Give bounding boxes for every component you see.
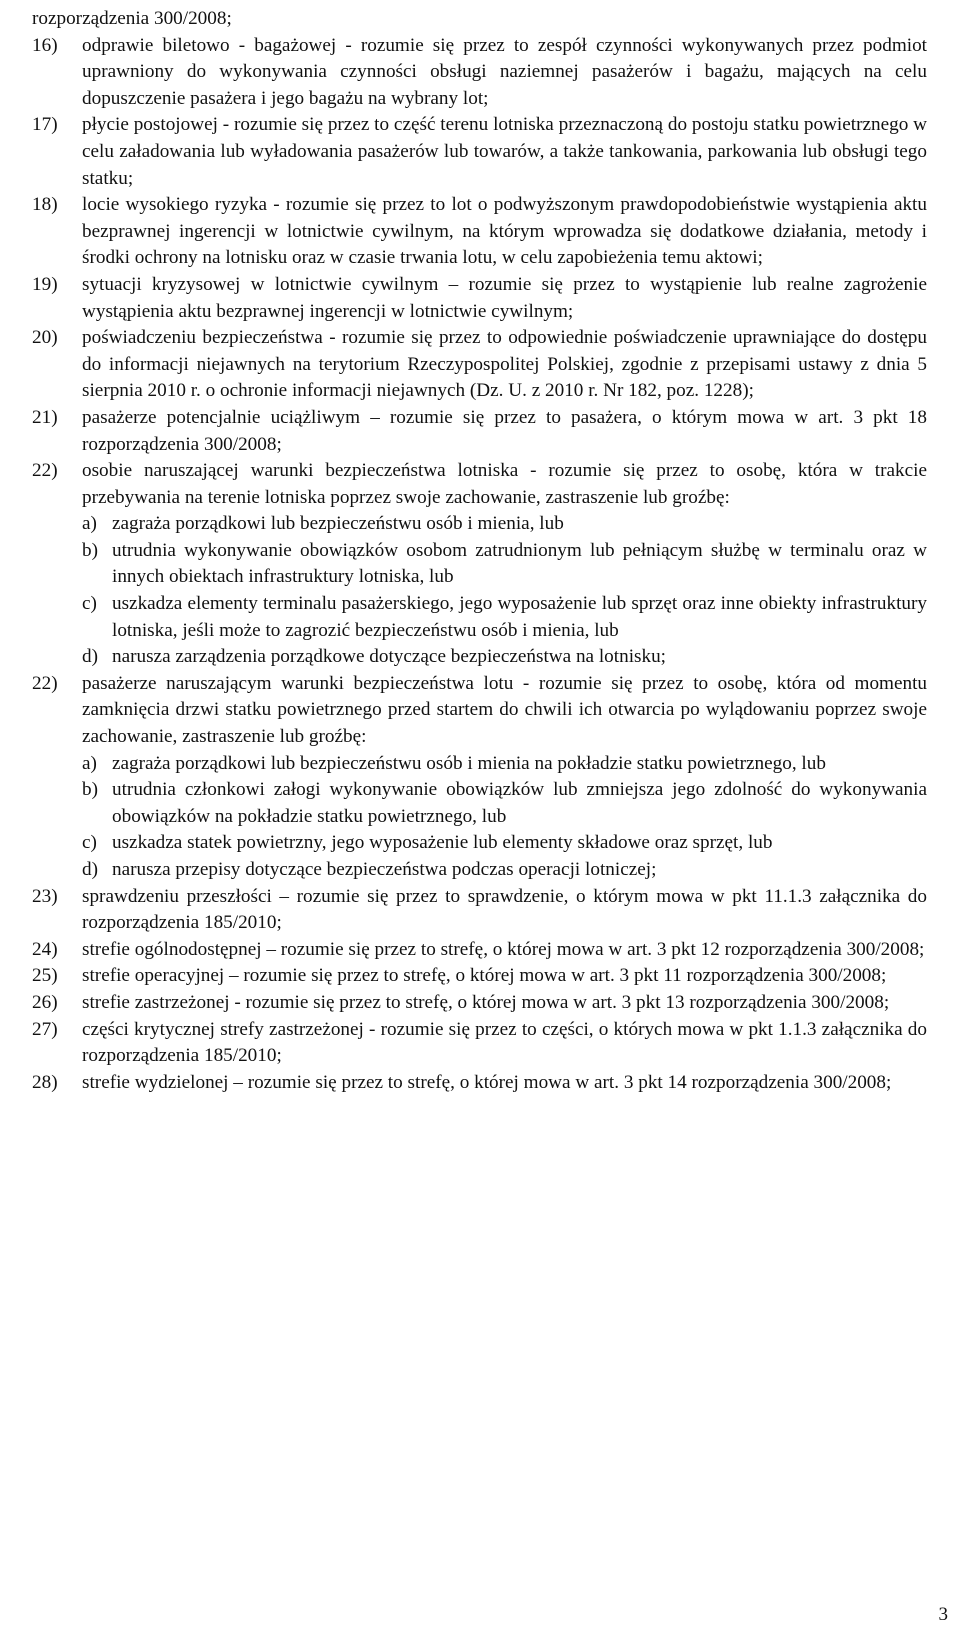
item-text: osobie naruszającej warunki bezpieczeństwa lotniska - rozumie się przez to osobę, która w trakcie przebywania na terenie lotniska poprzez swoje zachowanie, zastraszenie lub groźbę: — [82, 460, 927, 508]
item-number: 21) — [32, 406, 58, 428]
definition-item — [32, 458, 927, 511]
sub-item-letter: d) — [82, 859, 98, 880]
item-text: strefie operacyjnej – rozumie się przez to strefę, o której mowa w art. 3 pkt 11 rozporządzenia 300/2008; — [82, 965, 887, 987]
item-text: poświadczeniu bezpieczeństwa - rozumie się przez to odpowiednie poświadczenie uprawniające do dostępu do informacji niejawnych na terytorium Rzeczypospolitej Polskiej, zgodnie z przepisami ustawy z dnia 5 sierpnia 2010 r. o ochronie informacji niejawnych (Dz. U. z 2010 r. Nr 182, poz. 1228); — [82, 327, 927, 402]
definition-item — [32, 990, 927, 1017]
item-number: 27) — [32, 1018, 58, 1040]
item-number: 20) — [32, 327, 58, 349]
sub-item — [32, 857, 927, 884]
definition-item — [32, 272, 927, 325]
definition-list — [32, 33, 927, 1097]
item-number: 26) — [32, 991, 58, 1013]
item-number: 18) — [32, 194, 58, 216]
sub-item-text: utrudnia członkowi załogi wykonywanie obowiązków lub zmniejsza jego zdolność do wykonywania obowiązków na pokładzie statku powietrznego, lub — [112, 779, 927, 827]
item-text: strefie wydzielonej – rozumie się przez to strefę, o której mowa w art. 3 pkt 14 rozporządzenia 300/2008; — [82, 1071, 892, 1093]
item-number: 22) — [32, 460, 58, 482]
item-text: strefie ogólnodostępnej – rozumie się przez to strefę, o której mowa w art. 3 pkt 12 rozporządzenia 300/2008; — [82, 938, 925, 960]
sub-item-text: uszkadza elementy terminalu pasażerskiego, jego wyposażenie lub sprzęt oraz inne obiekty infrastruktury lotniska, jeśli może to zagrozić bezpieczeństwu osób i mienia, lub — [112, 593, 927, 641]
sub-item-text: zagraża porządkowi lub bezpieczeństwu osób i mienia, lub — [112, 513, 564, 535]
item-text: pasażerze potencjalnie uciążliwym – rozumie się przez to pasażera, o którym mowa w art. 3 pkt 18 rozporządzenia 300/2008; — [82, 406, 927, 455]
definition-item — [32, 1017, 927, 1070]
sub-item — [32, 751, 927, 778]
definition-item — [32, 671, 927, 751]
document-body — [32, 6, 927, 1096]
sub-item-letter: c) — [82, 832, 97, 854]
item-number: 25) — [32, 965, 58, 987]
sub-item — [32, 591, 927, 644]
item-number: 17) — [32, 114, 58, 136]
sub-item-text: narusza przepisy dotyczące bezpieczeństwa podczas operacji lotniczej; — [112, 859, 657, 880]
sub-item-letter: d) — [82, 646, 98, 668]
item-text: sytuacji kryzysowej w lotnictwie cywilnym – rozumie się przez to wystąpienie lub realne zagrożenie wystąpienia aktu bezprawnej ingerencji w lotnictwie cywilnym; — [82, 273, 927, 322]
sub-item-text: narusza zarządzenia porządkowe dotyczące bezpieczeństwa na lotnisku; — [112, 646, 667, 668]
sub-item-letter: a) — [82, 752, 97, 774]
sub-item-text: zagraża porządkowi lub bezpieczeństwu osób i mienia na pokładzie statku powietrznego, lub — [112, 752, 826, 774]
sub-item-letter: b) — [82, 779, 98, 801]
sub-item-text: uszkadza statek powietrzny, jego wyposażenie lub elementy składowe oraz sprzęt, lub — [112, 832, 773, 854]
sub-item-letter: c) — [82, 593, 97, 615]
definition-item — [32, 1070, 927, 1097]
item-number: 24) — [32, 938, 58, 960]
definition-item — [32, 33, 927, 113]
page-number: 3 — [938, 1604, 948, 1625]
sub-item — [32, 644, 927, 671]
item-text: pasażerze naruszającym warunki bezpieczeństwa lotu - rozumie się przez to osobę, która od momentu zamknięcia drzwi statku powietrznego przed startem do chwili ich otwarcia po wylądowaniu poprzez swoje zachowanie, zastraszenie lub groźbę: — [82, 672, 927, 748]
item-number: 28) — [32, 1071, 58, 1093]
definition-item — [32, 405, 927, 458]
sub-item — [32, 538, 927, 591]
item-number: 16) — [32, 34, 58, 56]
item-text: strefie zastrzeżonej - rozumie się przez to strefę, o której mowa w art. 3 pkt 13 rozporządzenia 300/2008; — [82, 991, 890, 1013]
definition-item — [32, 192, 927, 272]
sub-item — [32, 830, 927, 857]
continuation-line: rozporządzenia 300/2008; — [32, 8, 232, 29]
item-number: 23) — [32, 885, 58, 907]
definition-item — [32, 963, 927, 990]
sub-item-letter: b) — [82, 539, 98, 561]
sub-item — [32, 777, 927, 830]
item-text: odprawie biletowo - bagażowej - rozumie się przez to zespół czynności wykonywanych przez podmiot uprawniony do wykonywania czynności obsługi naziemnej pasażerów i bagażu, mających na celu dopuszczenie pasażera i jego bagażu na wybrany lot; — [82, 34, 927, 109]
sub-item-letter: a) — [82, 513, 97, 535]
item-text: sprawdzeniu przeszłości – rozumie się przez to sprawdzenie, o którym mowa w pkt 11.1.3 załącznika do rozporządzenia 185/2010; — [82, 885, 927, 934]
item-text: płycie postojowej - rozumie się przez to część terenu lotniska przeznaczoną do postoju statku powietrznego w celu załadowania lub wyładowania pasażerów lub towarów, a także tankowania, parkowania lub obsługi tego statku; — [82, 114, 927, 189]
item-text: locie wysokiego ryzyka - rozumie się przez to lot o podwyższonym prawdopodobieństwie wystąpienia aktu bezprawnej ingerencji w lotnictwie cywilnym, na którym wprowadza się dodatkowe działania, metody i środki ochrony na lotnisku oraz w czasie trwania lotu, w celu zapobieżenia temu aktowi; — [82, 194, 927, 269]
definition-item — [32, 112, 927, 192]
definition-item — [32, 937, 927, 964]
sub-item — [32, 511, 927, 538]
item-number: 19) — [32, 273, 58, 295]
definition-item — [32, 325, 927, 405]
item-number: 22) — [32, 672, 58, 694]
sub-item-text: utrudnia wykonywanie obowiązków osobom zatrudnionym lub pełniącym służbę w terminalu oraz w innych obiektach infrastruktury lotniska, lub — [112, 539, 927, 588]
definition-item — [32, 884, 927, 937]
item-text: części krytycznej strefy zastrzeżonej - rozumie się przez to części, o których mowa w pkt 1.1.3 załącznika do rozporządzenia 185/2010; — [82, 1018, 927, 1067]
